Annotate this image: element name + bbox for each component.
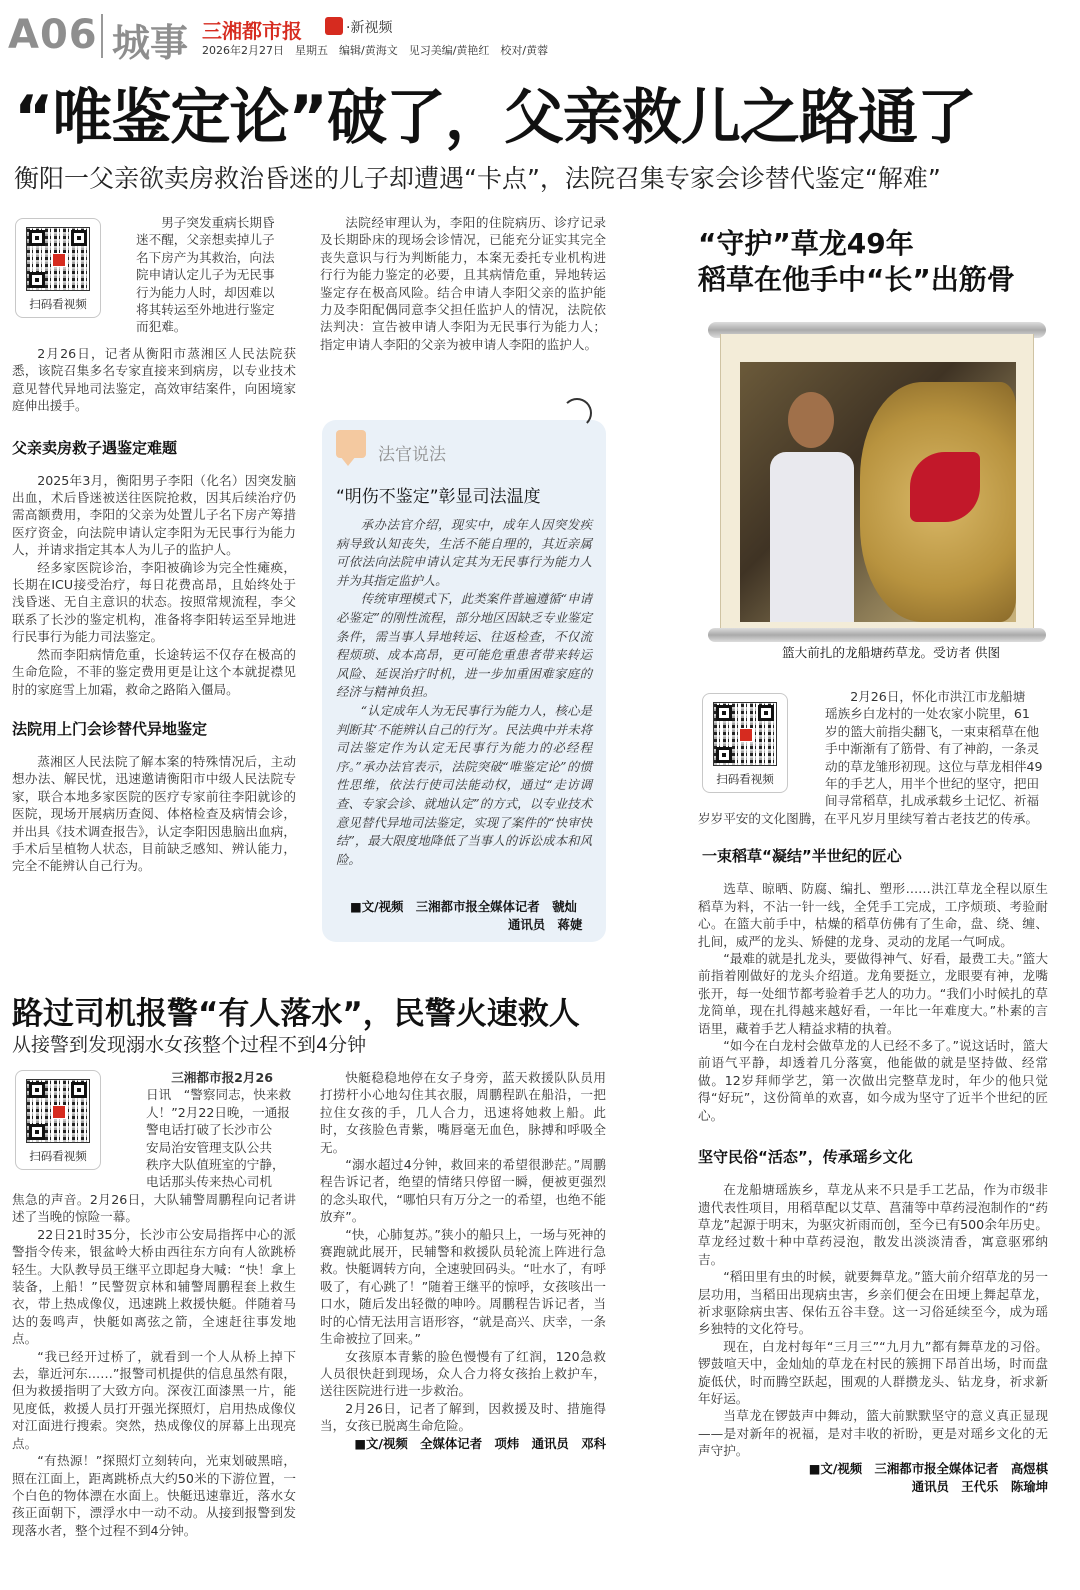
scroll-bottom-rod bbox=[708, 628, 1046, 642]
paragraph: 在龙船塘瑶族乡，草龙从来不只是手工艺品，作为市级非遗代表性项目，用稻草配以艾草、菖蒲等中草药浸泡制作的“药草龙”起源于明末，为驱灾祈雨而创，至今已有500余年历史。草龙经过数十种中草药浸泡，散发出淡淡清香，寓意驱邪纳吉。 bbox=[698, 1182, 1048, 1267]
speech-bubble-icon bbox=[336, 430, 366, 458]
paragraph: 2月26日，记者从衡阳市蒸湘区人民法院获悉，该院召集多名专家直接来到病房，以专业技术意见替代异地司法鉴定，高效审结案件，向困境家庭伸出援手。 bbox=[12, 346, 296, 414]
article-lead bbox=[136, 214, 296, 336]
paragraph: 选草、晾晒、防腐、编扎、塑形……洪江草龙全程以原生稻草为料，不沾一针一线，全凭手工完成，工序烦琐、考验耐心。在篮大前手中，枯燥的稻草仿佛有了生命，盘、绕、缠、扎间，威严的龙头、矫健的龙身、灵动的龙尾一气呵成。 bbox=[698, 881, 1048, 949]
paragraph: 22日21时35分，长沙市公安局指挥中心的派警指令传来，银盆岭大桥由西往东方向有人欲跳桥轻生。大队教导员王继平立即起身大喊：“快！拿上装备，上船！”民警贺京林和辅警周鹏程套上救生衣，带上热成像仪，迅速跳上救援快艇。伴随着马达的轰鸣声，快艇如离弦之箭，全速赶往事发地点。 bbox=[12, 1226, 296, 1347]
paragraph: 承办法官介绍，现实中，成年人因突发疾病导致认知丧失，生活不能自理的，其近亲属可依法向法院申请认定其为无民事行为能力人并为其指定监护人。 bbox=[336, 517, 592, 588]
right-lead bbox=[825, 688, 1050, 810]
page-header bbox=[0, 0, 1080, 74]
bottom-subheadline: 从接警到发现溺水女孩整个过程不到4分钟 bbox=[12, 1034, 367, 1056]
paragraph: “认定成年人为无民事行为能力人，核心是判断其‘不能辨认自己的行为’。民法典中并未将司法鉴定作为认定无民事行为能力的必经程序。”承办法官表示，法院突破“唯鉴定论”的惯性思维，依法行使司法能动权，通过“走访调查、专家会诊、就地认定”的方式，以专业技术意见替代异地司法鉴定，实现了案件的“快审快结”，最大限度地降低了当事人的诉讼成本和风险。 bbox=[336, 702, 592, 867]
section-heading: 法院用上门会诊替代异地鉴定 bbox=[12, 719, 208, 738]
bottom-headline: 路过司机报警“有人落水”，民警火速救人 bbox=[12, 996, 580, 1032]
photo-man-head bbox=[788, 392, 834, 448]
page-number: A06 bbox=[8, 12, 98, 58]
paragraph: 传统审理模式下，此类案件普遍遵循“申请必鉴定”的刚性流程，部分地区因缺乏专业鉴定条件，需当事人异地转运、往返检查，不仅流程烦琐、成本高昂，更可能危重患者带来转运风险、延误治疗时机，进一步加重困难家庭的经济与精神负担。 bbox=[336, 591, 592, 700]
paragraph: “快，心肺复苏。”狭小的船只上，一场与死神的赛跑就此展开，民辅警和救援队员轮流上阵进行急救。快艇调转方向，全速驶回码头。“吐水了，有呼吸了，有心跳了！”随着王继平的惊呼，女孩咳出一口水，随后发出轻微的呻吟。周鹏程告诉记者，当时的心情无法用言语形容，“就是高兴、庆幸，一条生命被拉了回来。” bbox=[320, 1226, 606, 1347]
lead-line: 瑶族乡白龙村的一处农家小院里，61 bbox=[825, 706, 1030, 722]
paragraph: 2025年3月，衡阳男子李阳（化名）因突发脑出血，术后昏迷被送往医院抢救，因其后续治疗仍需高额费用，李阳的父亲为处置儿子名下房产筹措医疗资金，向法院申请认定李阳为无民事行为能力人，并请求指定其本人为儿子的监护人。 bbox=[12, 472, 296, 558]
lead-line: 动的草龙雏形初现。这位与草龙相伴49 bbox=[825, 758, 1043, 774]
lead-line: 2月26日，怀化市洪江市龙船塘 bbox=[850, 689, 1026, 704]
scroll-photo-frame bbox=[708, 322, 1046, 640]
paragraph: 2月26日，记者了解到，因救援及时、措施得当，女孩已脱离生命危险。 bbox=[320, 1400, 606, 1434]
paragraph: 快艇稳稳地停在女子身旁，蓝天救援队队员用打捞杆小心地勾住其衣服，周鹏程趴在船沿，一把拉住女孩的手，几人合力，迅速将她救上船。此时，女孩脸色青紫，嘴唇毫无血色，脉搏和呼吸全无。 bbox=[320, 1070, 606, 1155]
photo-dragon-mouth bbox=[910, 452, 980, 522]
right-article-body bbox=[698, 810, 1048, 1496]
lead-line: 而犯难。 bbox=[136, 319, 187, 335]
box-byline: 通讯员 蒋婕 bbox=[508, 917, 583, 932]
lead-line: 将其转运至外地进行鉴定 bbox=[136, 302, 275, 318]
paragraph: 岁岁平安的文化图腾，在平凡岁月里续写着古老技艺的传承。 bbox=[698, 811, 1039, 826]
paragraph: 焦急的声音。2月26日，大队辅警周鹏程向记者讲述了当晚的惊险一幕。 bbox=[12, 1192, 296, 1225]
speech-bubble-tail bbox=[340, 456, 356, 466]
lead-line: 院申请认定儿子为无民事 bbox=[136, 267, 275, 283]
right-byline: ■文/视频 三湘都市报全媒体记者 高煜棋 bbox=[808, 1460, 1048, 1476]
paragraph: 法院经审理认为，李阳的住院病历、诊疗记录及长期卧床的现场会诊情况，已能充分证实其完全丧失意识与行为判断能力，本案无委托专业机构进行行为能力鉴定的必要，且其病情危重，异地转运鉴定存在极高风险。结合申请人李阳父亲的监护能力及李阳配偶同意李父担任监护人的情况，法院依法判决：宣告被申请人李阳为无民事行为能力人；指定申请人李阳的父亲为被申请人李阳的监护人。 bbox=[320, 215, 606, 352]
qr-code-icon[interactable] bbox=[26, 227, 90, 291]
section-heading: 一束稻草“凝结”半世纪的匠心 bbox=[702, 847, 902, 866]
lead-line: 名下房产为其救治，向法 bbox=[136, 249, 275, 265]
lead-line: 年的手艺人，用半个世纪的坚守，把田 bbox=[825, 776, 1040, 792]
paper-name: 三湘都市报 bbox=[202, 19, 302, 43]
lead-line: 间寻常稻草，扎成承载乡土记忆、祈福 bbox=[825, 793, 1040, 809]
qr-label: 扫码看视频 bbox=[29, 297, 87, 311]
qr-code-box[interactable] bbox=[15, 218, 101, 318]
right-headline-1: “守护”草龙49年 bbox=[698, 227, 914, 260]
photo-caption: 篮大前扎的龙船塘药草龙。受访者 供图 bbox=[782, 645, 1001, 660]
box-body bbox=[336, 516, 592, 869]
section-heading: 坚守民俗“活态”，传承瑶乡文化 bbox=[698, 1148, 913, 1167]
qr-code-icon[interactable] bbox=[26, 1079, 90, 1143]
paragraph: “有热源！”探照灯立刻转向，光束划破黑暗，照在江面上，距离跳桥点大约50米的下游位置，一个白色的物体漂在水面上。快艇迅速靠近，落水女孩正面朝下，漂浮水中一动不动。从接到报警到发现落水者，整个过程不到4分钟。 bbox=[12, 1453, 296, 1538]
header-divider bbox=[101, 14, 103, 58]
qr-code-icon[interactable] bbox=[713, 702, 777, 766]
lead-line: 岁的篮大前指尖翻飞，一束束稻草在他 bbox=[825, 723, 1040, 739]
bottom-article-col2 bbox=[320, 1069, 606, 1453]
qr-label: 扫码看视频 bbox=[29, 1149, 87, 1163]
section-name: 城事 bbox=[112, 21, 189, 65]
photo-man-shirt bbox=[770, 452, 854, 622]
bottom-lead bbox=[146, 1069, 298, 1191]
video-logo-icon bbox=[325, 17, 343, 35]
paragraph: “我已经开过桥了，就看到一个人从桥上掉下去，靠近河东……”报警司机提供的信息虽然有限，但为救援指明了大致方向。深夜江面漆黑一片，能见度低，救援人员打开强光探照灯，启用热成像仪对江面进行搜索。突然，热成像仪的屏幕上出现亮点。 bbox=[12, 1348, 296, 1451]
main-article-col2 bbox=[320, 214, 606, 353]
paragraph: 当草龙在锣鼓声中舞动，篮大前默默坚守的意义真正显现——是对新年的祝福，是对丰收的祈盼，更是对瑶乡文化的无声守护。 bbox=[698, 1408, 1048, 1459]
paragraph: 女孩原本青紫的脸色慢慢有了红润，120急救人员很快赶到现场，众人合力将女孩抬上救护车，送往医院进行进一步救治。 bbox=[320, 1348, 606, 1399]
photo-man bbox=[770, 392, 850, 622]
box-curl-icon bbox=[562, 398, 592, 428]
paragraph: 蒸湘区人民法院了解本案的特殊情况后，主动想办法、解民忧，迅速邀请衡阳市中级人民法院专家，联合本地多家医院的医疗专家前往李阳就诊的医院，现场开展病历查阅、体格检查及病情会诊，并出具《技术调查报告》，认定李阳因患脑出血病，手术后呈植物人状态，目前缺乏感知、辨认能力，完全不能辨认自己行为。 bbox=[12, 753, 296, 874]
video-logo-text: ·新视频 bbox=[346, 20, 393, 36]
lead-line: 警电话打破了长沙市公 bbox=[146, 1122, 272, 1138]
header-meta: 2026年2月27日 星期五 编辑/黄海文 见习美编/黄艳红 校对/黄蓉 bbox=[202, 44, 549, 57]
paragraph: “稻田里有虫的时候，就要舞草龙。”篮大前介绍草龙的另一层功用，当稻田出现病虫害，乡亲们便会在田埂上舞起草龙，祈求驱除病虫害、保佑五谷丰登。这一习俗延续至今，成为瑶乡独特的文化符号。 bbox=[698, 1269, 1048, 1337]
lead-line: 三湘都市报2月26 bbox=[171, 1070, 274, 1085]
paragraph: “最难的就是扎龙头，要做得神气、好看，最费工夫。”篮大前指着刚做好的龙头介绍道。龙角要挺立，龙眼要有神，龙嘴张开，每一处细节都考验着手艺人的功力。“我们小时候扎的草龙简单，现在扎得越来越好看，一年比一年难度大。”朴素的言语里，藏着手艺人精益求精的执着。 bbox=[698, 951, 1048, 1036]
paragraph: 然而李阳病情危重，长途转运不仅存在极高的生命危险，不菲的鉴定费用更是让这个本就捉襟见肘的家庭雪上加霜，救命之路陷入僵局。 bbox=[12, 646, 296, 697]
lead-line: 电话那头传来热心司机 bbox=[146, 1174, 272, 1190]
paragraph: 经多家医院诊治，李阳被确诊为完全性瘫痪，长期在ICU接受治疗，每日花费高昂，且始终处于浅昏迷、无自主意识的状态。按照常规流程，李父联系了长沙的鉴定机构，准备将李阳转运至异地进行民事行为能力司法鉴定。 bbox=[12, 559, 296, 645]
lead-line: 日讯 “警察同志，快来救 bbox=[146, 1087, 292, 1103]
main-article-col1 bbox=[12, 345, 296, 875]
lead-line: 安局治安管理支队公共 bbox=[146, 1139, 272, 1155]
lead-line: 行为能力人时，却因难以 bbox=[136, 284, 275, 300]
paragraph: “如今在白龙村会做草龙的人已经不多了。”说这话时，篮大前语气平静，却透着几分落寞，他能做的就是坚持做、经常做。12岁拜师学艺，第一次做出完整草龙时，年少的他只觉得“好玩”，这份简单的欢喜，如今成为坚守了近半个世纪的匠心。 bbox=[698, 1038, 1048, 1123]
right-byline: 通讯员 王代乐 陈瑜坤 bbox=[911, 1478, 1048, 1494]
lead-line: 男子突发重病长期昏 bbox=[161, 215, 275, 230]
section-heading: 父亲卖房救子遇鉴定难题 bbox=[12, 438, 178, 457]
qr-code-box[interactable] bbox=[702, 693, 788, 793]
lead-line: 人！”2月22日晚，一通报 bbox=[146, 1104, 290, 1120]
qr-label: 扫码看视频 bbox=[716, 772, 774, 786]
right-headline-2: 稻草在他手中“长”出筋骨 bbox=[698, 263, 1015, 296]
main-subheadline: 衡阳一父亲欲卖房救治昏迷的儿子却遭遇“卡点”，法院召集专家会诊替代鉴定“解难” bbox=[14, 164, 941, 193]
box-tag: 法官说法 bbox=[378, 445, 446, 465]
bottom-article-col1 bbox=[12, 1191, 296, 1539]
photo bbox=[740, 362, 1016, 622]
main-headline: “唯鉴定论”破了，父亲救儿之路通了 bbox=[14, 83, 976, 153]
box-byline: ■文/视频 三湘都市报全媒体记者 虢灿 bbox=[350, 899, 577, 914]
judge-comment-box bbox=[322, 420, 606, 942]
qr-code-box[interactable] bbox=[15, 1070, 101, 1170]
bottom-byline: ■文/视频 全媒体记者 项炜 通讯员 邓科 bbox=[354, 1435, 606, 1451]
box-title: “明伤不鉴定”彰显司法温度 bbox=[336, 487, 541, 507]
paragraph: 现在，白龙村每年“三月三”“九月九”都有舞草龙的习俗。锣鼓喧天中，金灿灿的草龙在村民的簇拥下昂首出场，时而盘旋低伏，时而腾空跃起，围观的人群攒龙头、钻龙身，祈求新年好运。 bbox=[698, 1338, 1048, 1406]
lead-line: 手中渐渐有了筋骨、有了神韵，一条灵 bbox=[825, 741, 1040, 757]
paragraph: “溺水超过4分钟，救回来的希望很渺茫。”周鹏程告诉记者，绝望的情绪只停留一瞬，便被更强烈的念头取代，“哪怕只有万分之一的希望，也绝不能放弃”。 bbox=[320, 1157, 606, 1225]
lead-line: 迷不醒，父亲想卖掉儿子 bbox=[136, 232, 275, 248]
lead-line: 秩序大队值班室的宁静， bbox=[146, 1157, 285, 1173]
